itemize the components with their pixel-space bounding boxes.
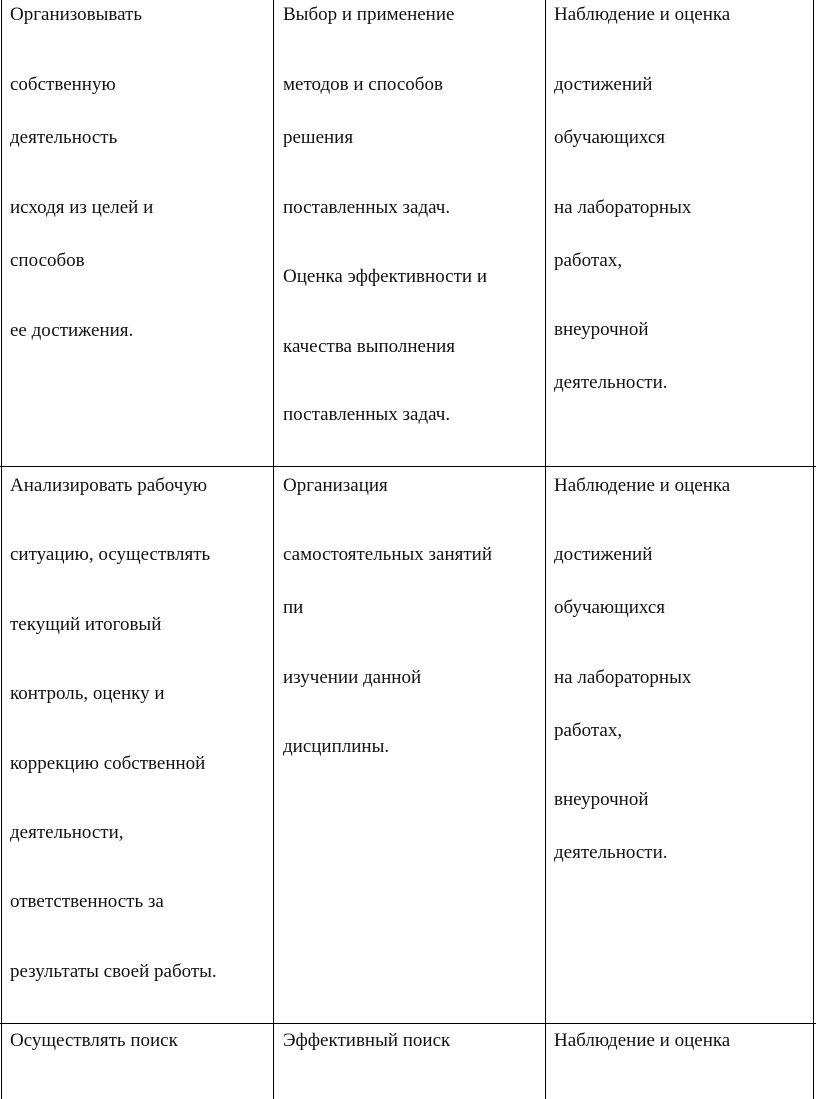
table-cell-line: Эффективный поиск [283,1030,451,1051]
table-cell-line: на лабораторных [554,197,692,218]
table-cell-line: исходя из целей и [10,197,154,218]
table-cell-line: достижений [554,544,653,565]
table-cell-line: Осуществлять поиск [10,1030,178,1051]
table-cell-line: внеурочной [554,789,649,810]
table-cell-line: Организация [283,475,388,496]
table-cell-line: методов и способов [283,74,443,95]
table-cell-line: деятельности. [554,372,668,393]
table-cell-line: Выбор и применение [283,4,455,25]
table-cell-line: Наблюдение и оценка [554,475,731,496]
table-cell-line: на лабораторных [554,667,692,688]
table-cell-line: Анализировать рабочую [10,475,208,496]
table-cell-line: ответственность за [10,891,164,912]
table-cell-line: результаты своей работы. [10,961,217,982]
table-border-right [813,0,814,1099]
table-cell-line: ситуацию, осуществлять [10,544,211,565]
column-divider-2 [545,0,546,1099]
table-cell-line: Наблюдение и оценка [554,4,731,25]
table-cell-line: контроль, оценку и [10,683,165,704]
row-divider-1 [0,466,816,467]
table-cell-line: работах, [554,720,623,741]
table-cell-line: решения [283,127,354,148]
table-cell-line: поставленных задач. [283,197,451,218]
table-cell-line: обучающихся [554,597,666,618]
column-divider-1 [273,0,274,1099]
table-cell-line: изучении данной [283,667,422,688]
table-cell-line: способов [10,250,85,271]
table-cell-line: Наблюдение и оценка [554,1030,731,1051]
table-cell-line: качества выполнения [283,336,456,357]
table-cell-line: деятельность [10,127,118,148]
table-cell-line: достижений [554,74,653,95]
table-cell-line: пи [283,597,304,618]
table-cell-line: Организовывать [10,4,143,25]
table-border-left [1,0,2,1099]
table-cell-line: работах, [554,250,623,271]
table-cell-line: текущий итоговый [10,614,162,635]
table-cell-line: деятельности. [554,842,668,863]
table-cell-line: внеурочной [554,319,649,340]
table-cell-line: обучающихся [554,127,666,148]
table-cell-line: самостоятельных занятий [283,544,493,565]
table-cell-line: деятельности, [10,822,124,843]
table-cell-line: поставленных задач. [283,404,451,425]
table-cell-line: коррекцию собственной [10,753,206,774]
table-cell-line: Оценка эффективности и [283,266,487,287]
row-divider-2 [0,1023,816,1024]
table-cell-line: ее достижения. [10,320,134,341]
table-cell-line: собственную [10,74,116,95]
table-cell-line: дисциплины. [283,736,390,757]
